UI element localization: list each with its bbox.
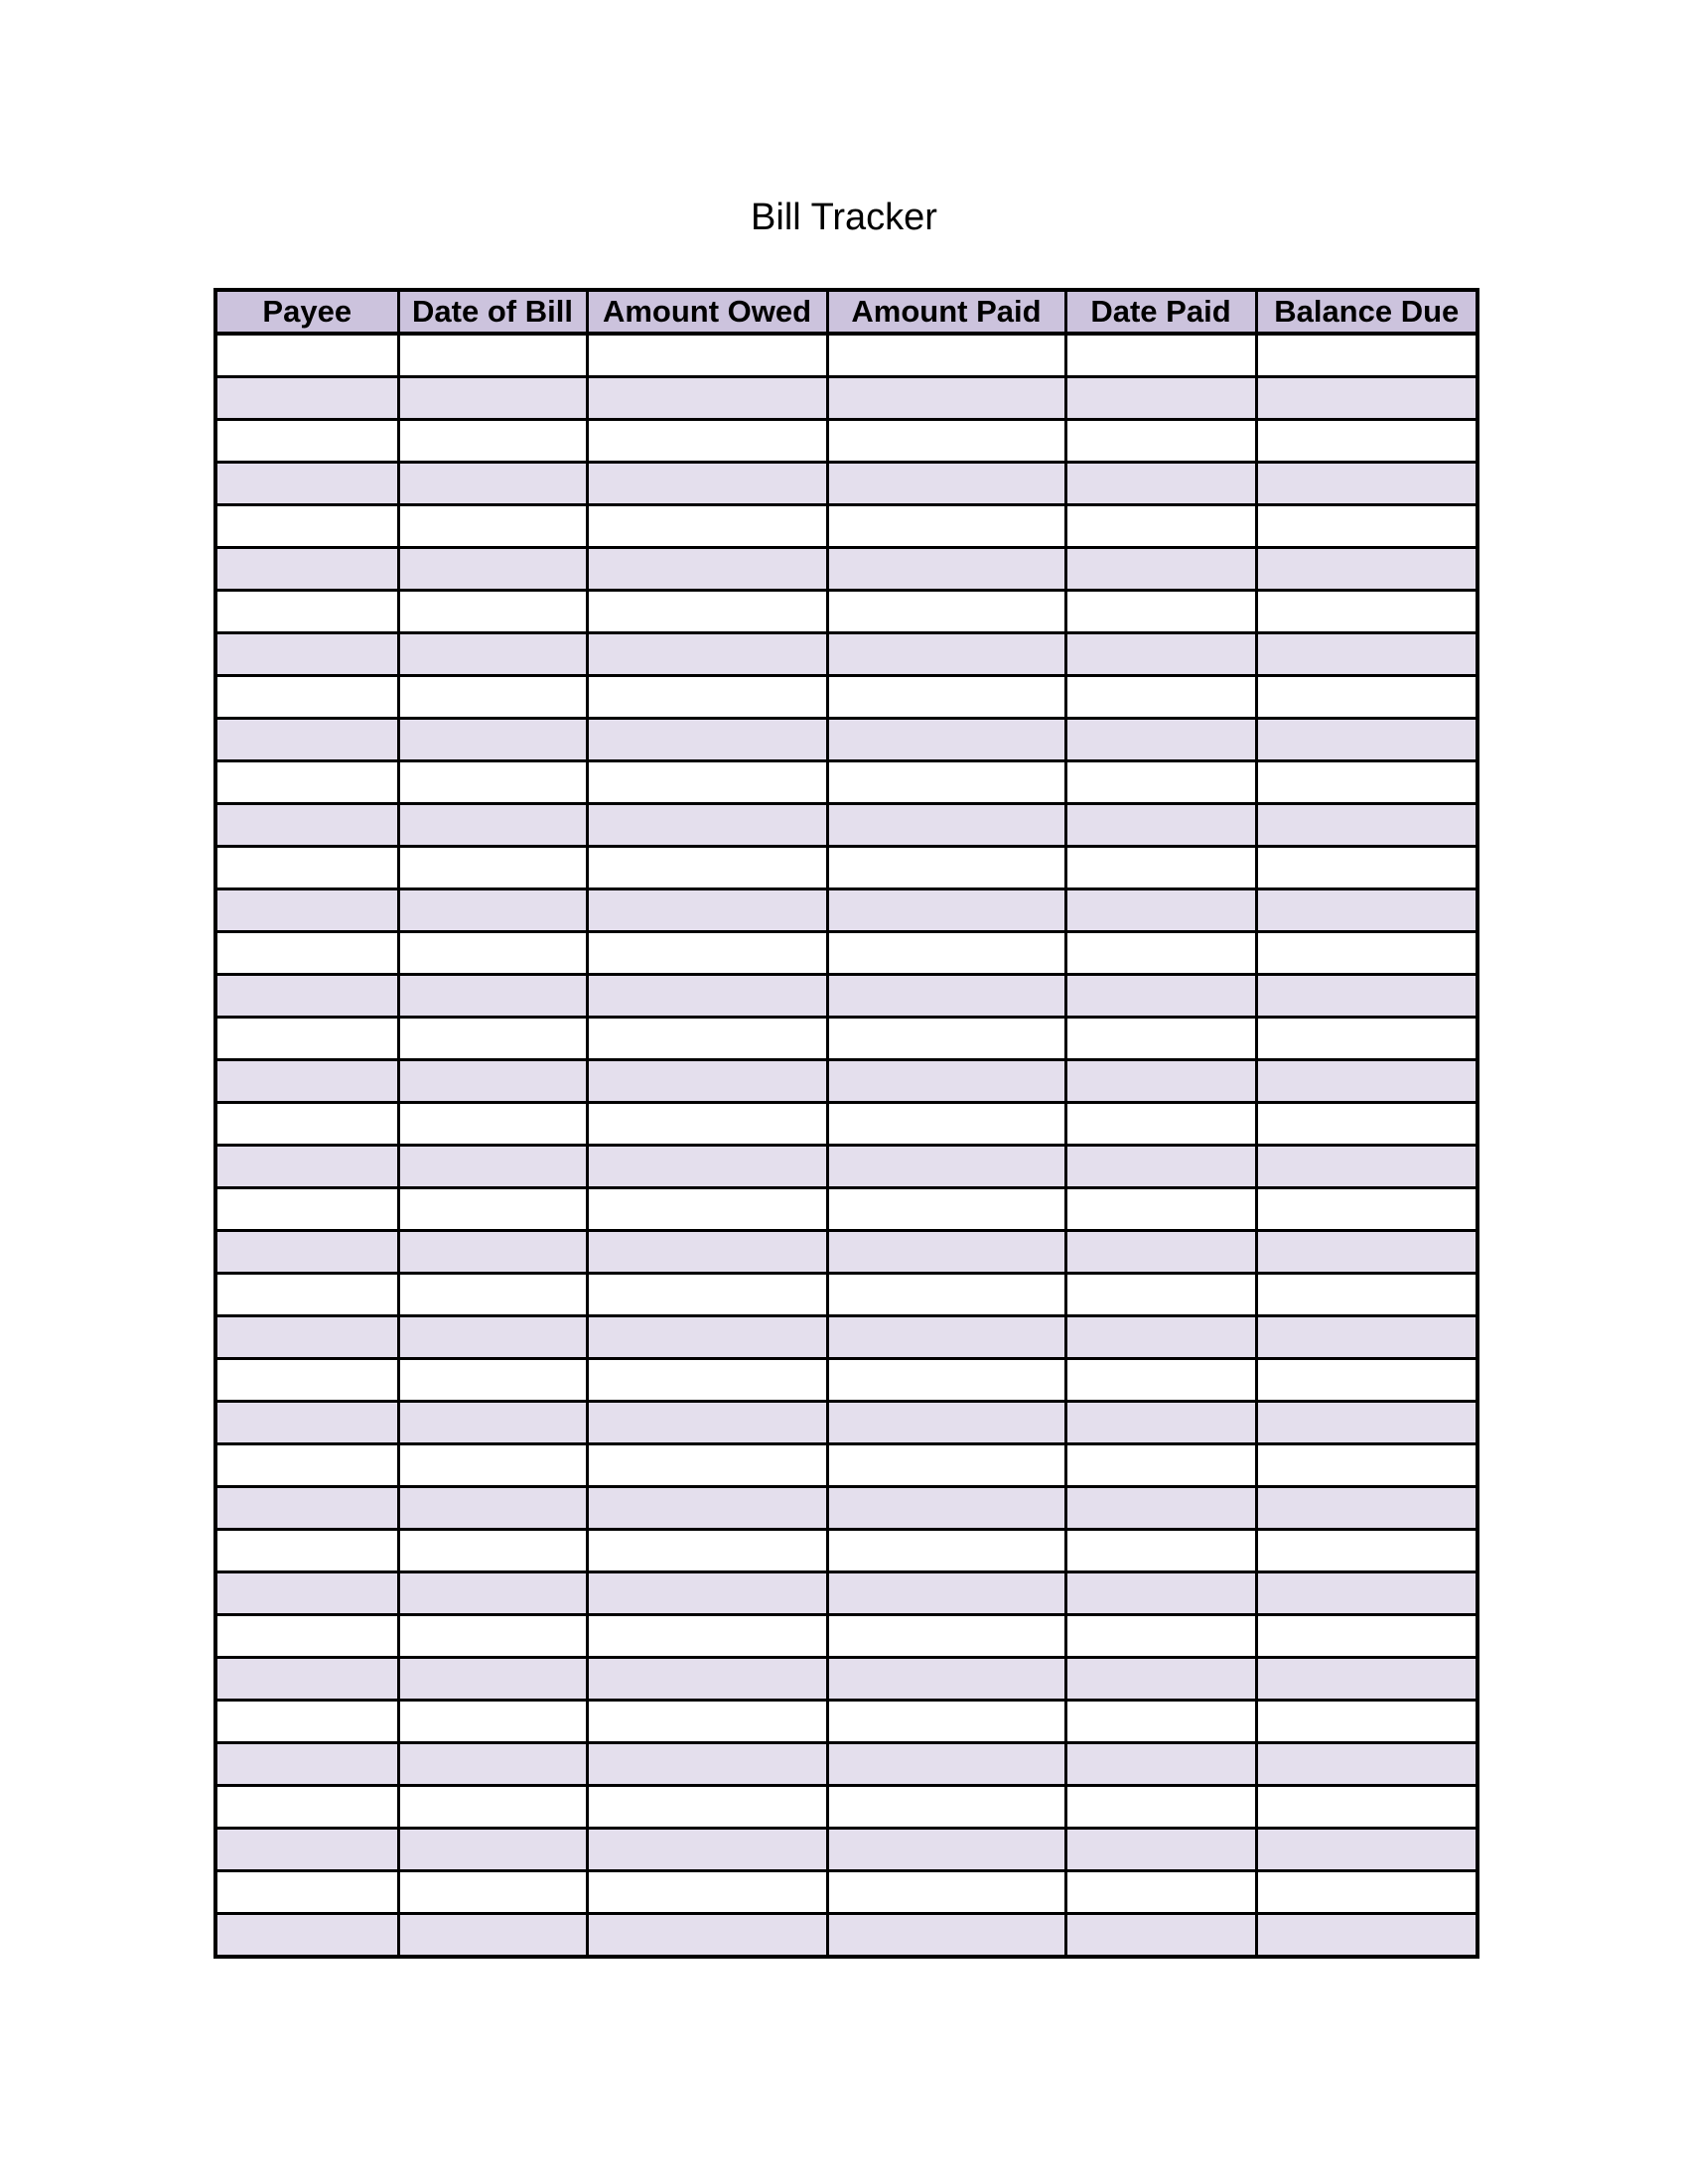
- cell-date-paid[interactable]: [1065, 761, 1256, 804]
- cell-date-of-bill[interactable]: [398, 591, 587, 633]
- cell-amount-owed[interactable]: [587, 889, 827, 932]
- cell-date-of-bill[interactable]: [398, 633, 587, 676]
- cell-amount-owed[interactable]: [587, 633, 827, 676]
- cell-payee[interactable]: [215, 591, 398, 633]
- cell-amount-paid[interactable]: [827, 1701, 1065, 1743]
- cell-payee[interactable]: [215, 1871, 398, 1914]
- cell-date-of-bill[interactable]: [398, 719, 587, 761]
- cell-amount-paid[interactable]: [827, 804, 1065, 847]
- cell-date-of-bill[interactable]: [398, 1146, 587, 1188]
- table-row: [215, 334, 1477, 377]
- cell-payee[interactable]: [215, 932, 398, 975]
- cell-date-paid[interactable]: [1065, 377, 1256, 420]
- cell-amount-paid[interactable]: [827, 1658, 1065, 1701]
- cell-amount-paid[interactable]: [827, 1316, 1065, 1359]
- cell-date-paid[interactable]: [1065, 1274, 1256, 1316]
- cell-date-of-bill[interactable]: [398, 1572, 587, 1615]
- cell-amount-owed[interactable]: [587, 1274, 827, 1316]
- cell-amount-paid[interactable]: [827, 1188, 1065, 1231]
- cell-date-of-bill[interactable]: [398, 889, 587, 932]
- cell-date-paid[interactable]: [1065, 1786, 1256, 1829]
- cell-amount-owed[interactable]: [587, 1018, 827, 1060]
- cell-amount-paid[interactable]: [827, 1615, 1065, 1658]
- cell-payee[interactable]: [215, 1146, 398, 1188]
- cell-date-of-bill[interactable]: [398, 804, 587, 847]
- table-row: [215, 591, 1477, 633]
- cell-date-paid[interactable]: [1065, 1018, 1256, 1060]
- cell-amount-paid[interactable]: [827, 548, 1065, 591]
- table-row: [215, 377, 1477, 420]
- cell-balance-due[interactable]: [1256, 804, 1477, 847]
- cell-date-paid[interactable]: [1065, 1060, 1256, 1103]
- cell-payee[interactable]: [215, 719, 398, 761]
- cell-date-paid[interactable]: [1065, 1487, 1256, 1530]
- cell-amount-owed[interactable]: [587, 591, 827, 633]
- cell-amount-owed[interactable]: [587, 548, 827, 591]
- cell-date-of-bill[interactable]: [398, 932, 587, 975]
- table-body: [215, 334, 1477, 1957]
- cell-amount-paid[interactable]: [827, 1530, 1065, 1572]
- cell-amount-owed[interactable]: [587, 1658, 827, 1701]
- cell-date-paid[interactable]: [1065, 1231, 1256, 1274]
- cell-amount-owed[interactable]: [587, 1701, 827, 1743]
- cell-amount-paid[interactable]: [827, 1572, 1065, 1615]
- table-row: [215, 1786, 1477, 1829]
- cell-payee[interactable]: [215, 1658, 398, 1701]
- cell-balance-due[interactable]: [1256, 1103, 1477, 1146]
- cell-amount-paid[interactable]: [827, 1786, 1065, 1829]
- cell-date-of-bill[interactable]: [398, 1316, 587, 1359]
- cell-balance-due[interactable]: [1256, 1786, 1477, 1829]
- cell-balance-due[interactable]: [1256, 1018, 1477, 1060]
- column-header-balance-due: Balance Due: [1256, 290, 1477, 334]
- cell-payee[interactable]: [215, 1231, 398, 1274]
- cell-date-paid[interactable]: [1065, 334, 1256, 377]
- cell-balance-due[interactable]: [1256, 548, 1477, 591]
- cell-date-paid[interactable]: [1065, 420, 1256, 463]
- column-header-amount-owed: Amount Owed: [587, 290, 827, 334]
- cell-payee[interactable]: [215, 1829, 398, 1871]
- cell-amount-owed[interactable]: [587, 847, 827, 889]
- table-row: [215, 1060, 1477, 1103]
- bill-tracker-table: [213, 288, 1479, 1959]
- cell-balance-due[interactable]: [1256, 1146, 1477, 1188]
- cell-amount-owed[interactable]: [587, 932, 827, 975]
- cell-amount-paid[interactable]: [827, 761, 1065, 804]
- cell-amount-owed[interactable]: [587, 761, 827, 804]
- table-row: [215, 420, 1477, 463]
- column-header-date-of-bill: Date of Bill: [398, 290, 587, 334]
- cell-payee[interactable]: [215, 804, 398, 847]
- cell-date-paid[interactable]: [1065, 804, 1256, 847]
- cell-date-of-bill[interactable]: [398, 1060, 587, 1103]
- cell-balance-due[interactable]: [1256, 1060, 1477, 1103]
- cell-amount-paid[interactable]: [827, 377, 1065, 420]
- table-row: [215, 1316, 1477, 1359]
- cell-date-paid[interactable]: [1065, 1146, 1256, 1188]
- cell-date-of-bill[interactable]: [398, 676, 587, 719]
- cell-amount-owed[interactable]: [587, 1060, 827, 1103]
- cell-payee[interactable]: [215, 1444, 398, 1487]
- table-row: [215, 1146, 1477, 1188]
- cell-payee[interactable]: [215, 1701, 398, 1743]
- cell-amount-paid[interactable]: [827, 719, 1065, 761]
- table-row: [215, 505, 1477, 548]
- cell-balance-due[interactable]: [1256, 1743, 1477, 1786]
- table-row: [215, 1743, 1477, 1786]
- cell-date-of-bill[interactable]: [398, 377, 587, 420]
- cell-date-of-bill[interactable]: [398, 975, 587, 1018]
- cell-amount-owed[interactable]: [587, 1829, 827, 1871]
- cell-balance-due[interactable]: [1256, 1444, 1477, 1487]
- cell-balance-due[interactable]: [1256, 463, 1477, 505]
- cell-date-paid[interactable]: [1065, 676, 1256, 719]
- cell-payee[interactable]: [215, 633, 398, 676]
- cell-payee[interactable]: [215, 1359, 398, 1402]
- cell-date-paid[interactable]: [1065, 1658, 1256, 1701]
- table-row: [215, 889, 1477, 932]
- cell-payee[interactable]: [215, 761, 398, 804]
- cell-date-paid[interactable]: [1065, 719, 1256, 761]
- cell-date-of-bill[interactable]: [398, 1701, 587, 1743]
- cell-date-paid[interactable]: [1065, 1572, 1256, 1615]
- cell-date-of-bill[interactable]: [398, 505, 587, 548]
- cell-payee[interactable]: [215, 975, 398, 1018]
- cell-date-of-bill[interactable]: [398, 1530, 587, 1572]
- cell-amount-paid[interactable]: [827, 975, 1065, 1018]
- cell-amount-owed[interactable]: [587, 804, 827, 847]
- cell-amount-paid[interactable]: [827, 1402, 1065, 1444]
- cell-balance-due[interactable]: [1256, 676, 1477, 719]
- cell-balance-due[interactable]: [1256, 591, 1477, 633]
- cell-balance-due[interactable]: [1256, 932, 1477, 975]
- table-row: [215, 1487, 1477, 1530]
- cell-amount-owed[interactable]: [587, 463, 827, 505]
- cell-amount-owed[interactable]: [587, 1316, 827, 1359]
- cell-amount-paid[interactable]: [827, 1060, 1065, 1103]
- cell-amount-paid[interactable]: [827, 1359, 1065, 1402]
- cell-date-paid[interactable]: [1065, 1914, 1256, 1958]
- cell-amount-owed[interactable]: [587, 1359, 827, 1402]
- cell-amount-paid[interactable]: [827, 633, 1065, 676]
- cell-date-of-bill[interactable]: [398, 334, 587, 377]
- cell-date-of-bill[interactable]: [398, 1359, 587, 1402]
- table-row: [215, 1103, 1477, 1146]
- cell-date-paid[interactable]: [1065, 548, 1256, 591]
- cell-amount-paid[interactable]: [827, 676, 1065, 719]
- table-row: [215, 1829, 1477, 1871]
- cell-amount-paid[interactable]: [827, 1829, 1065, 1871]
- table-row: [215, 1359, 1477, 1402]
- cell-amount-paid[interactable]: [827, 1231, 1065, 1274]
- cell-date-of-bill[interactable]: [398, 1274, 587, 1316]
- cell-date-of-bill[interactable]: [398, 463, 587, 505]
- cell-amount-owed[interactable]: [587, 420, 827, 463]
- cell-date-paid[interactable]: [1065, 889, 1256, 932]
- cell-date-paid[interactable]: [1065, 1701, 1256, 1743]
- table-row: [215, 804, 1477, 847]
- cell-amount-owed[interactable]: [587, 1103, 827, 1146]
- cell-date-paid[interactable]: [1065, 1530, 1256, 1572]
- cell-amount-owed[interactable]: [587, 1615, 827, 1658]
- cell-amount-owed[interactable]: [587, 1914, 827, 1958]
- cell-amount-paid[interactable]: [827, 334, 1065, 377]
- cell-amount-owed[interactable]: [587, 1444, 827, 1487]
- column-header-date-paid: Date Paid: [1065, 290, 1256, 334]
- cell-amount-paid[interactable]: [827, 847, 1065, 889]
- cell-amount-paid[interactable]: [827, 932, 1065, 975]
- cell-amount-owed[interactable]: [587, 377, 827, 420]
- cell-payee[interactable]: [215, 1572, 398, 1615]
- cell-balance-due[interactable]: [1256, 1701, 1477, 1743]
- cell-amount-owed[interactable]: [587, 975, 827, 1018]
- cell-amount-owed[interactable]: [587, 1871, 827, 1914]
- cell-payee[interactable]: [215, 1188, 398, 1231]
- cell-date-paid[interactable]: [1065, 1359, 1256, 1402]
- cell-amount-paid[interactable]: [827, 1487, 1065, 1530]
- cell-amount-paid[interactable]: [827, 1274, 1065, 1316]
- cell-date-of-bill[interactable]: [398, 1402, 587, 1444]
- cell-date-paid[interactable]: [1065, 975, 1256, 1018]
- cell-payee[interactable]: [215, 1274, 398, 1316]
- cell-amount-paid[interactable]: [827, 1103, 1065, 1146]
- cell-payee[interactable]: [215, 1743, 398, 1786]
- cell-payee[interactable]: [215, 505, 398, 548]
- table-row: [215, 1615, 1477, 1658]
- cell-amount-owed[interactable]: [587, 1743, 827, 1786]
- cell-balance-due[interactable]: [1256, 505, 1477, 548]
- cell-balance-due[interactable]: [1256, 847, 1477, 889]
- cell-payee[interactable]: [215, 1487, 398, 1530]
- table-row: [215, 1018, 1477, 1060]
- table-row: [215, 1658, 1477, 1701]
- cell-date-of-bill[interactable]: [398, 1786, 587, 1829]
- cell-payee[interactable]: [215, 1402, 398, 1444]
- cell-balance-due[interactable]: [1256, 889, 1477, 932]
- table-row: [215, 1701, 1477, 1743]
- table-row: [215, 548, 1477, 591]
- cell-date-paid[interactable]: [1065, 1316, 1256, 1359]
- cell-balance-due[interactable]: [1256, 1914, 1477, 1958]
- table-row: [215, 676, 1477, 719]
- cell-payee[interactable]: [215, 1914, 398, 1958]
- cell-amount-owed[interactable]: [587, 1146, 827, 1188]
- cell-balance-due[interactable]: [1256, 1530, 1477, 1572]
- table-row: [215, 1572, 1477, 1615]
- cell-balance-due[interactable]: [1256, 1829, 1477, 1871]
- cell-balance-due[interactable]: [1256, 1402, 1477, 1444]
- cell-payee[interactable]: [215, 1530, 398, 1572]
- table-row: [215, 1530, 1477, 1572]
- table-row: [215, 975, 1477, 1018]
- cell-amount-paid[interactable]: [827, 1146, 1065, 1188]
- cell-balance-due[interactable]: [1256, 420, 1477, 463]
- cell-balance-due[interactable]: [1256, 633, 1477, 676]
- table-row: [215, 932, 1477, 975]
- cell-date-of-bill[interactable]: [398, 847, 587, 889]
- cell-balance-due[interactable]: [1256, 1316, 1477, 1359]
- cell-date-of-bill[interactable]: [398, 1658, 587, 1701]
- cell-balance-due[interactable]: [1256, 761, 1477, 804]
- cell-payee[interactable]: [215, 676, 398, 719]
- cell-date-of-bill[interactable]: [398, 1615, 587, 1658]
- cell-amount-owed[interactable]: [587, 1402, 827, 1444]
- cell-date-of-bill[interactable]: [398, 761, 587, 804]
- cell-date-paid[interactable]: [1065, 591, 1256, 633]
- cell-amount-paid[interactable]: [827, 1444, 1065, 1487]
- cell-balance-due[interactable]: [1256, 1572, 1477, 1615]
- cell-date-paid[interactable]: [1065, 1743, 1256, 1786]
- cell-amount-owed[interactable]: [587, 676, 827, 719]
- cell-date-paid[interactable]: [1065, 1615, 1256, 1658]
- cell-date-of-bill[interactable]: [398, 548, 587, 591]
- cell-date-of-bill[interactable]: [398, 1188, 587, 1231]
- cell-date-paid[interactable]: [1065, 932, 1256, 975]
- cell-payee[interactable]: [215, 463, 398, 505]
- column-header-payee: Payee: [215, 290, 398, 334]
- cell-date-paid[interactable]: [1065, 463, 1256, 505]
- table-row: [215, 1444, 1477, 1487]
- table-row: [215, 463, 1477, 505]
- cell-amount-paid[interactable]: [827, 1018, 1065, 1060]
- cell-date-of-bill[interactable]: [398, 1444, 587, 1487]
- cell-payee[interactable]: [215, 1786, 398, 1829]
- cell-date-of-bill[interactable]: [398, 1871, 587, 1914]
- cell-balance-due[interactable]: [1256, 1231, 1477, 1274]
- cell-amount-paid[interactable]: [827, 1743, 1065, 1786]
- cell-date-paid[interactable]: [1065, 633, 1256, 676]
- cell-date-of-bill[interactable]: [398, 1231, 587, 1274]
- cell-amount-owed[interactable]: [587, 1786, 827, 1829]
- cell-date-of-bill[interactable]: [398, 1829, 587, 1871]
- cell-balance-due[interactable]: [1256, 1188, 1477, 1231]
- cell-amount-paid[interactable]: [827, 591, 1065, 633]
- cell-date-of-bill[interactable]: [398, 1914, 587, 1958]
- cell-amount-paid[interactable]: [827, 1914, 1065, 1958]
- table-row: [215, 1914, 1477, 1958]
- cell-balance-due[interactable]: [1256, 377, 1477, 420]
- cell-amount-owed[interactable]: [587, 719, 827, 761]
- cell-amount-paid[interactable]: [827, 463, 1065, 505]
- table-row: [215, 1188, 1477, 1231]
- table-row: [215, 761, 1477, 804]
- cell-balance-due[interactable]: [1256, 1487, 1477, 1530]
- table-row: [215, 847, 1477, 889]
- cell-amount-owed[interactable]: [587, 505, 827, 548]
- cell-date-paid[interactable]: [1065, 1444, 1256, 1487]
- cell-amount-owed[interactable]: [587, 1231, 827, 1274]
- cell-balance-due[interactable]: [1256, 1658, 1477, 1701]
- cell-payee[interactable]: [215, 420, 398, 463]
- page-title: Bill Tracker: [751, 197, 937, 238]
- cell-payee[interactable]: [215, 1103, 398, 1146]
- cell-balance-due[interactable]: [1256, 719, 1477, 761]
- cell-date-paid[interactable]: [1065, 1188, 1256, 1231]
- cell-amount-owed[interactable]: [587, 1530, 827, 1572]
- cell-payee[interactable]: [215, 1018, 398, 1060]
- cell-amount-paid[interactable]: [827, 420, 1065, 463]
- cell-date-of-bill[interactable]: [398, 1487, 587, 1530]
- cell-date-paid[interactable]: [1065, 1871, 1256, 1914]
- table-row: [215, 633, 1477, 676]
- cell-payee[interactable]: [215, 1316, 398, 1359]
- table-row: [215, 1871, 1477, 1914]
- cell-date-paid[interactable]: [1065, 505, 1256, 548]
- cell-amount-owed[interactable]: [587, 1188, 827, 1231]
- cell-balance-due[interactable]: [1256, 1274, 1477, 1316]
- cell-payee[interactable]: [215, 548, 398, 591]
- table-row: [215, 1274, 1477, 1316]
- cell-payee[interactable]: [215, 377, 398, 420]
- cell-payee[interactable]: [215, 334, 398, 377]
- cell-date-paid[interactable]: [1065, 1402, 1256, 1444]
- cell-date-paid[interactable]: [1065, 1103, 1256, 1146]
- cell-payee[interactable]: [215, 1615, 398, 1658]
- cell-payee[interactable]: [215, 889, 398, 932]
- table-row: [215, 719, 1477, 761]
- cell-date-of-bill[interactable]: [398, 1743, 587, 1786]
- cell-balance-due[interactable]: [1256, 975, 1477, 1018]
- cell-amount-paid[interactable]: [827, 1871, 1065, 1914]
- cell-balance-due[interactable]: [1256, 1615, 1477, 1658]
- cell-amount-owed[interactable]: [587, 1572, 827, 1615]
- cell-amount-owed[interactable]: [587, 1487, 827, 1530]
- column-header-amount-paid: Amount Paid: [827, 290, 1065, 334]
- table-row: [215, 1402, 1477, 1444]
- cell-payee[interactable]: [215, 1060, 398, 1103]
- table-row: [215, 1231, 1477, 1274]
- cell-balance-due[interactable]: [1256, 1359, 1477, 1402]
- cell-balance-due[interactable]: [1256, 1871, 1477, 1914]
- cell-date-of-bill[interactable]: [398, 1103, 587, 1146]
- cell-amount-owed[interactable]: [587, 334, 827, 377]
- cell-date-of-bill[interactable]: [398, 1018, 587, 1060]
- cell-payee[interactable]: [215, 847, 398, 889]
- cell-date-of-bill[interactable]: [398, 420, 587, 463]
- cell-date-paid[interactable]: [1065, 1829, 1256, 1871]
- cell-balance-due[interactable]: [1256, 334, 1477, 377]
- cell-amount-paid[interactable]: [827, 889, 1065, 932]
- cell-amount-paid[interactable]: [827, 505, 1065, 548]
- cell-date-paid[interactable]: [1065, 847, 1256, 889]
- header-row: [215, 290, 1477, 334]
